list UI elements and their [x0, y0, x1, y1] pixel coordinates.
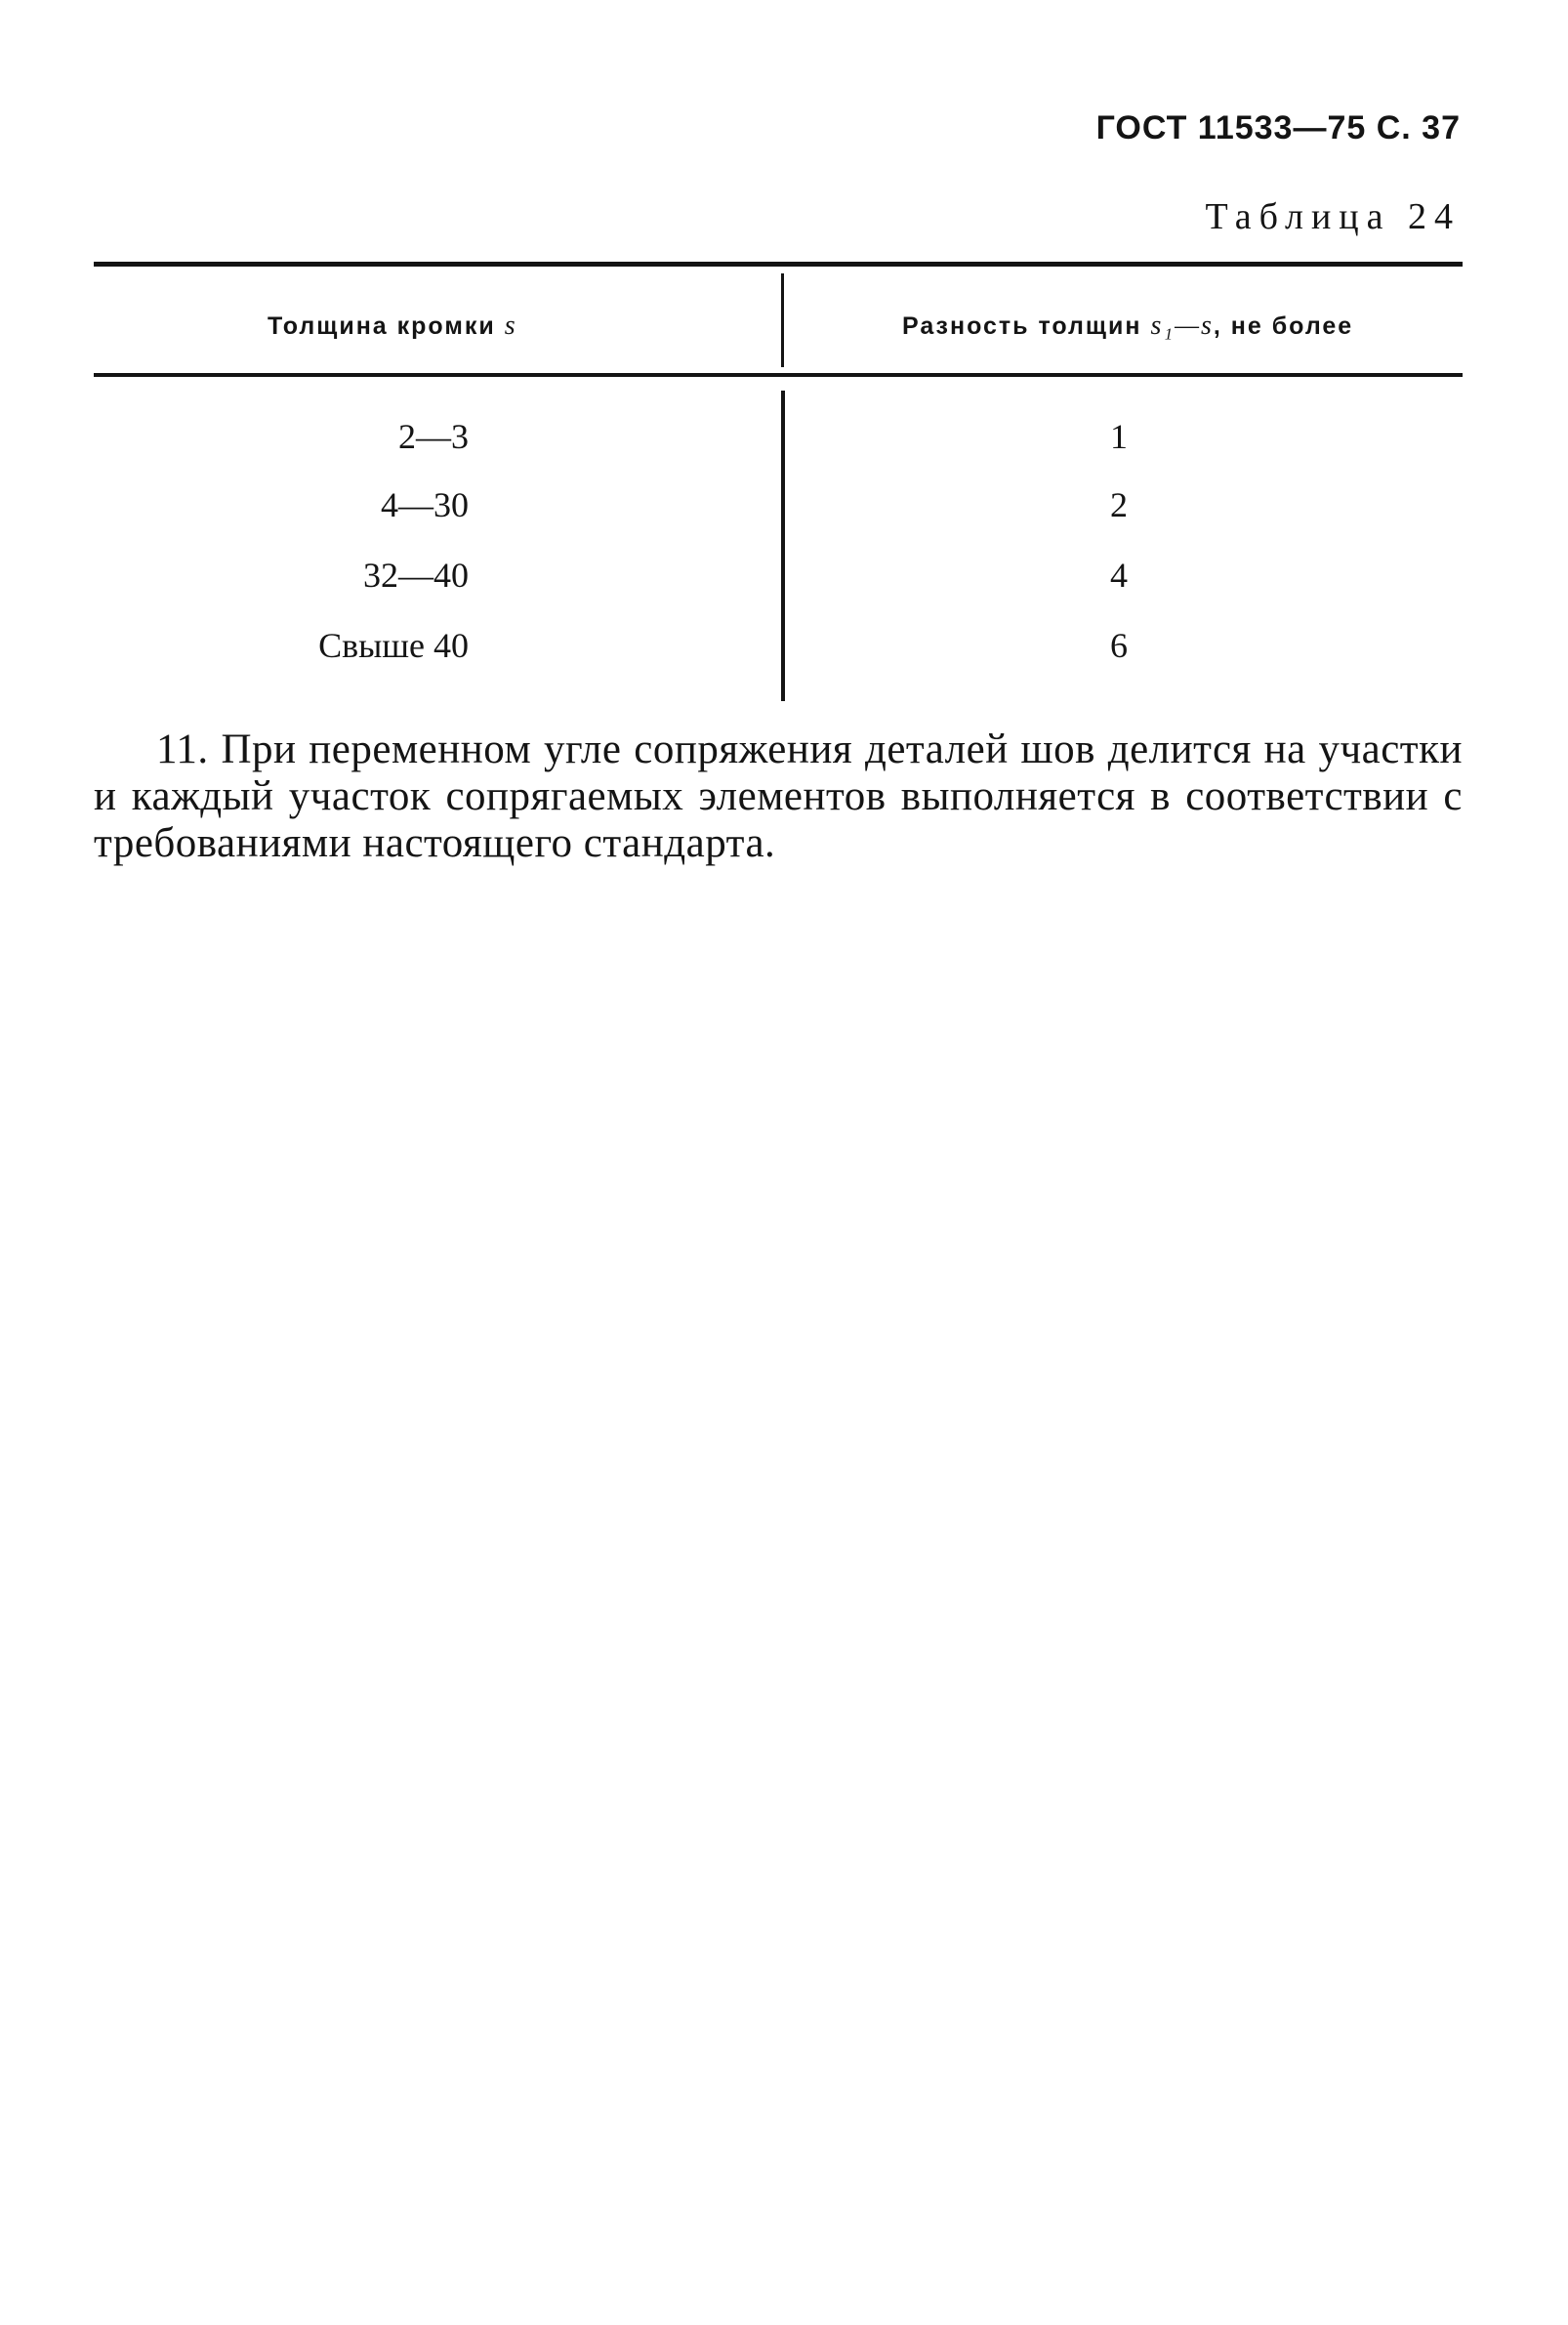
table-cell-thickness: Свыше 40: [318, 626, 469, 665]
table-cell-thickness: 32—40: [363, 556, 469, 595]
paragraph-11: 11. При переменном угле сопряжения деталей шов делится на участки и каждый участок сопрягаемых элементов выполняется в соответствии с требованиями настоящего стандарта.: [94, 727, 1463, 866]
table-cell-difference: 2: [1110, 485, 1128, 524]
running-header: ГОСТ 11533—75 С. 37: [1095, 109, 1461, 146]
table-body-divider: [781, 391, 785, 701]
table-cell-thickness: 2—3: [398, 417, 469, 456]
column-header-difference-label: Разность толщин: [902, 312, 1142, 340]
column-header-thickness-label: Толщина кромки: [268, 312, 496, 340]
column-header-difference-suffix: , не более: [1213, 312, 1354, 340]
table-cell-difference: 1: [1110, 417, 1128, 456]
table-top-rule: [94, 262, 1463, 267]
column-header-difference: [902, 311, 1353, 342]
table-caption: Таблица 24: [1205, 196, 1461, 237]
table-header-rule: [94, 373, 1463, 377]
table-cell-thickness: 4—30: [381, 485, 469, 524]
table-cell-difference: 4: [1110, 556, 1128, 595]
table-cell-difference: 6: [1110, 626, 1128, 665]
column-header-thickness-var: s: [504, 311, 517, 341]
column-header-difference-var: s₁—s: [1150, 311, 1214, 341]
column-header-thickness: [268, 311, 517, 342]
table-header-divider: [781, 273, 784, 367]
